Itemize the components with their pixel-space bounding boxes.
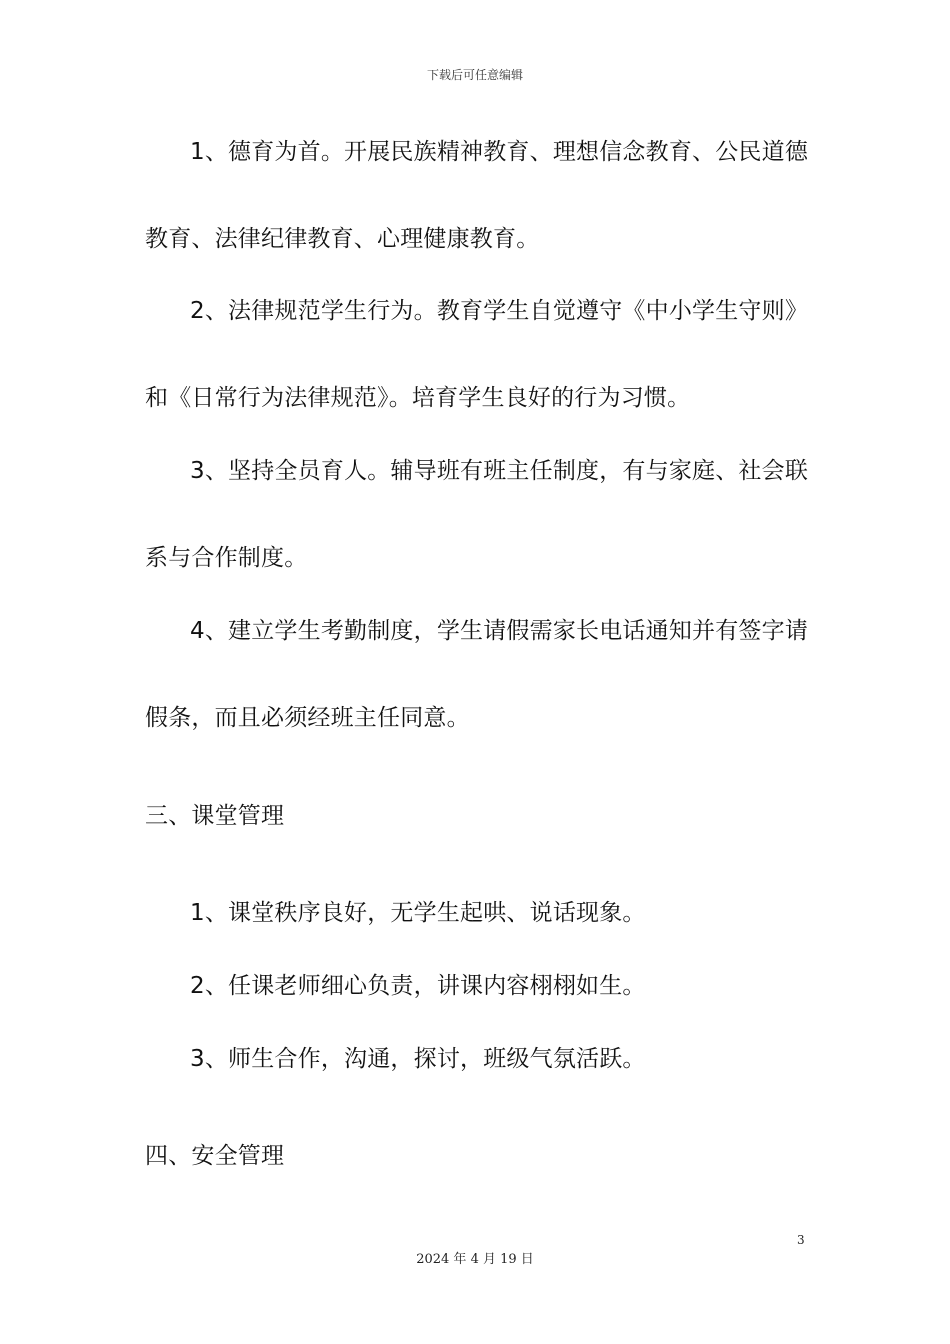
page-number: 3 — [797, 1233, 805, 1247]
classroom-item-2: 2、任课老师细心负责，讲课内容栩栩如生。 — [190, 973, 646, 999]
paragraph-3-line-1: 3、坚持全员育人。辅导班有班主任制度，有与家庭、社会联 — [190, 458, 809, 484]
classroom-item-1: 1、课堂秩序良好，无学生起哄、说话现象。 — [190, 900, 646, 926]
section-heading-classroom: 三、课堂管理 — [145, 803, 285, 829]
paragraph-1-line-1: 1、德育为首。开展民族精神教育、理想信念教育、公民道德 — [190, 139, 809, 165]
paragraph-2-line-2: 和《日常行为法律规范》。培育学生良好的行为习惯。 — [145, 385, 691, 411]
paragraph-4-line-2: 假条，而且必须经班主任同意。 — [145, 705, 470, 731]
classroom-item-3: 3、师生合作，沟通，探讨，班级气氛活跃。 — [190, 1046, 646, 1072]
paragraph-2-line-1: 2、法律规范学生行为。教育学生自觉遵守《中小学生守则》 — [190, 298, 809, 324]
paragraph-4-line-1: 4、建立学生考勤制度，学生请假需家长电话通知并有签字请 — [190, 618, 809, 644]
paragraph-3-line-2: 系与合作制度。 — [145, 545, 308, 571]
page-footer-date: 2024 年 4 月 19 日 — [416, 1252, 534, 1267]
section-heading-safety: 四、安全管理 — [145, 1143, 285, 1169]
page-header: 下载后可任意编辑 — [426, 68, 523, 82]
paragraph-1-line-2: 教育、法律纪律教育、心理健康教育。 — [145, 226, 540, 252]
